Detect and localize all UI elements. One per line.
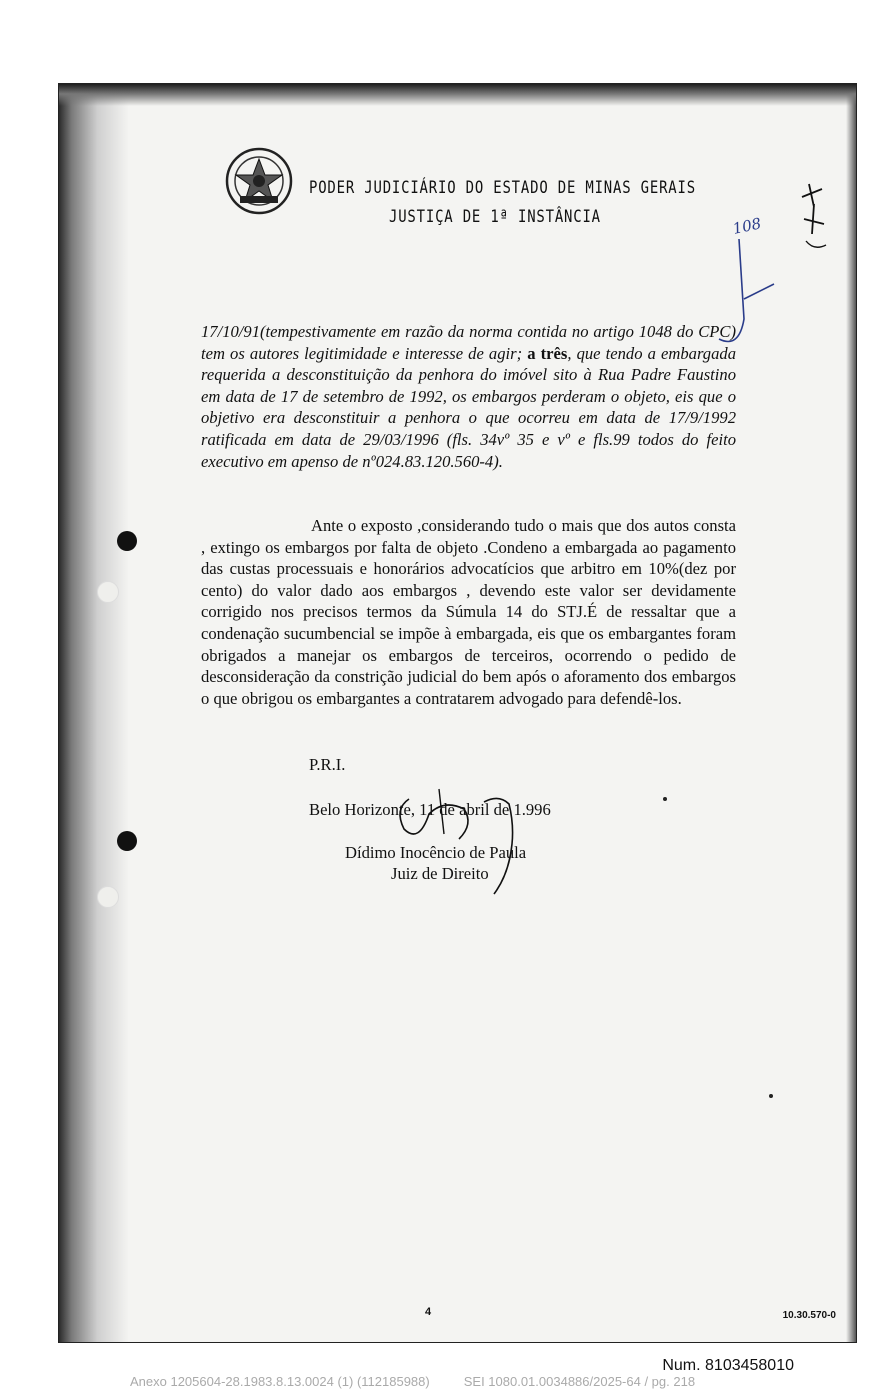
minas-gerais-seal-icon xyxy=(224,146,294,216)
scan-speck xyxy=(769,1094,773,1098)
judge-name: Dídimo Inocêncio de Paula xyxy=(345,843,527,862)
folio-number: 108 xyxy=(731,214,763,238)
sei-reference: SEI 1080.01.0034886/2025-64 / pg. 218 xyxy=(463,1374,696,1389)
bold-phrase: a três xyxy=(527,343,568,363)
punch-hole xyxy=(97,581,119,603)
pri-text: P.R.I. xyxy=(309,755,346,774)
court-title: PODER JUDICIÁRIO DO ESTADO DE MINAS GERAIS xyxy=(309,178,696,198)
annex-reference: Anexo 1205604-28.1983.8.13.0024 (1) (112185988) xyxy=(130,1374,430,1389)
page-number: 4 xyxy=(425,1306,432,1318)
document-number: Num. 8103458010 xyxy=(662,1357,794,1374)
form-code: 10.30.570-0 xyxy=(782,1310,836,1321)
scan-speck xyxy=(663,797,667,801)
court-instance: JUSTIÇA DE 1ª INSTÂNCIA xyxy=(389,207,601,227)
punch-hole xyxy=(97,886,119,908)
letterhead xyxy=(224,146,784,236)
handwritten-signature xyxy=(334,784,564,904)
punch-hole xyxy=(117,831,137,851)
paragraph-reasoning: 17/10/91(tempestivamente em razão da norma contida no artigo 1048 do CPC) tem os autores legitimidade e interesse de agir; a três, que tendo a embargada requerida a desconstituição da penhora do imóvel sito à Rua Padre Faustino em data de 17 de setembro de 1992, os embargos perderam o objeto, eis que o objetivo era desconstituir a penhora o que ocorreu em data de 17/9/1992 ratificada em data de 29/03/1996 (fls. 34vº 35 e vº e fls.99 todos do feito executivo em apenso de nº024.83.120.560-4). xyxy=(201,322,736,471)
scan-edge xyxy=(846,84,856,1342)
judge-title: Juiz de Direito xyxy=(391,864,489,883)
document-meta xyxy=(130,1374,695,1389)
scanned-page xyxy=(58,83,857,1343)
paragraph-ruling: Ante o exposto ,considerando tudo o mais que dos autos consta , extingo os embargos por falta de objeto .Condeno a embargada ao pagamento das custas processuais e honorários advocatícios que arbitro em 10%(dez por cento) do valor dado aos embargos , devendo este valor ser devidamente corrigido nos precisos termos da Súmula 14 do STJ.É de ressaltar que a condenação sucumbencial se impõe à embargada, eis que os embargantes foram obrigados a manejar os embargos de terceiros, ocorrendo o pedido de desconsideração da constrição judicial do bem após o aforamento dos embargos o que obrigou os embargantes a contratarem advogado para defendê-los. xyxy=(201,516,736,708)
punch-hole xyxy=(117,531,137,551)
place-date: Belo Horizonte, 11 de abril de 1.996 xyxy=(309,800,551,819)
